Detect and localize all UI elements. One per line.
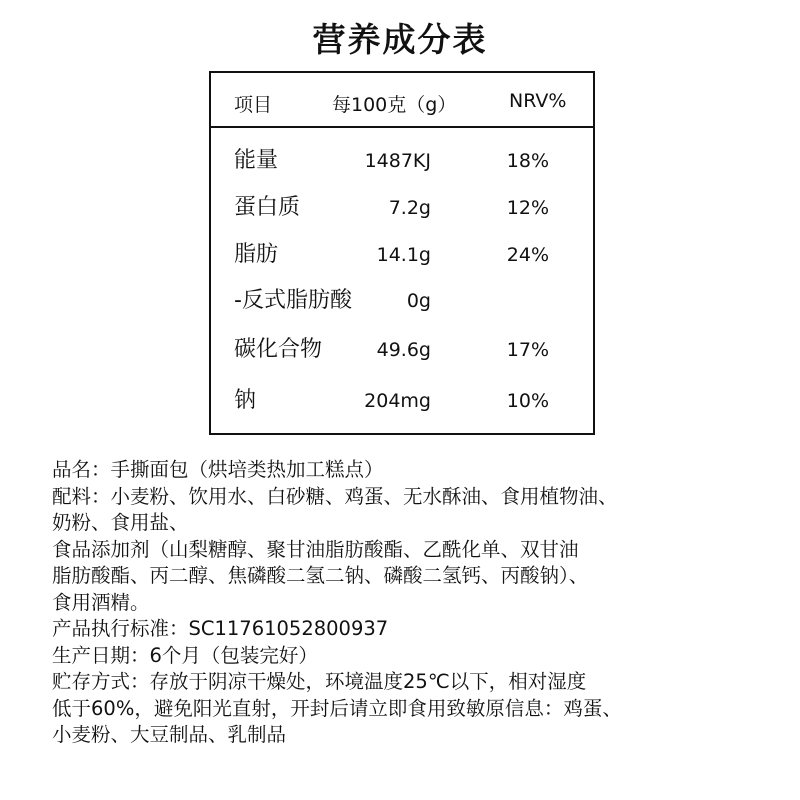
nutrition-table bbox=[209, 71, 595, 435]
info-line-storage: 贮存方式：存放于阴凉干燥处，环境温度25℃以下，相对湿度 bbox=[52, 670, 587, 693]
table-row bbox=[211, 335, 593, 365]
header-per-100g: 每100克（g） bbox=[332, 94, 457, 116]
header-nrv: NRV% bbox=[509, 90, 567, 112]
info-line-product-name: 品名：手撕面包（烘培类热加工糕点） bbox=[52, 458, 384, 481]
table-row bbox=[211, 193, 593, 223]
row-nrv: 18% bbox=[506, 150, 549, 172]
table-row bbox=[211, 286, 593, 316]
row-amount: 1487KJ bbox=[364, 150, 431, 172]
table-row bbox=[211, 386, 593, 416]
header-item: 项目 bbox=[234, 94, 273, 116]
table-row bbox=[211, 240, 593, 270]
row-nrv: 24% bbox=[506, 244, 549, 266]
row-item: -反式脂肪酸 bbox=[234, 288, 352, 313]
info-line-additives: 食品添加剂（山梨糖醇、聚甘油脂肪酸酯、乙酰化单、双甘油 bbox=[52, 537, 579, 561]
info-line-ingredients: 配料：小麦粉、饮用水、白砂糖、鸡蛋、无水酥油、食用植物油、 bbox=[52, 484, 618, 508]
table-row bbox=[211, 146, 593, 176]
row-item: 碳化合物 bbox=[234, 337, 323, 362]
row-amount: 204mg bbox=[364, 390, 431, 412]
info-line-shelf-life: 生产日期：6个月（包装完好） bbox=[52, 643, 318, 667]
row-nrv: 17% bbox=[506, 339, 549, 361]
row-amount: 0g bbox=[406, 290, 431, 312]
info-line-additives-cont: 脂肪酸酯、丙二醇、焦磷酸二氢二钠、磷酸二氢钙、丙酸钠）、 bbox=[52, 564, 589, 587]
info-line-additives-end: 食用酒精。 bbox=[52, 590, 150, 614]
product-info bbox=[52, 457, 782, 749]
info-line-storage-cont: 低于60%，避免阳光直射，开封后请立即食用致敏原信息：鸡蛋、 bbox=[52, 696, 622, 720]
row-item: 蛋白质 bbox=[234, 195, 301, 220]
row-amount: 49.6g bbox=[376, 339, 431, 361]
table-header bbox=[211, 73, 593, 128]
row-item: 脂肪 bbox=[234, 242, 279, 267]
row-nrv: 10% bbox=[506, 390, 549, 412]
row-nrv: 12% bbox=[506, 197, 549, 219]
row-amount: 7.2g bbox=[388, 197, 431, 219]
info-line-allergens: 小麦粉、大豆制品、乳制品 bbox=[52, 723, 287, 746]
row-item: 钠 bbox=[234, 388, 257, 413]
page-title: 营养成分表 bbox=[312, 20, 488, 59]
row-item: 能量 bbox=[234, 148, 279, 173]
row-amount: 14.1g bbox=[376, 244, 431, 266]
info-line-ingredients-cont: 奶粉、食用盐、 bbox=[52, 511, 189, 534]
info-line-standard: 产品执行标准：SC11761052800937 bbox=[52, 617, 389, 640]
